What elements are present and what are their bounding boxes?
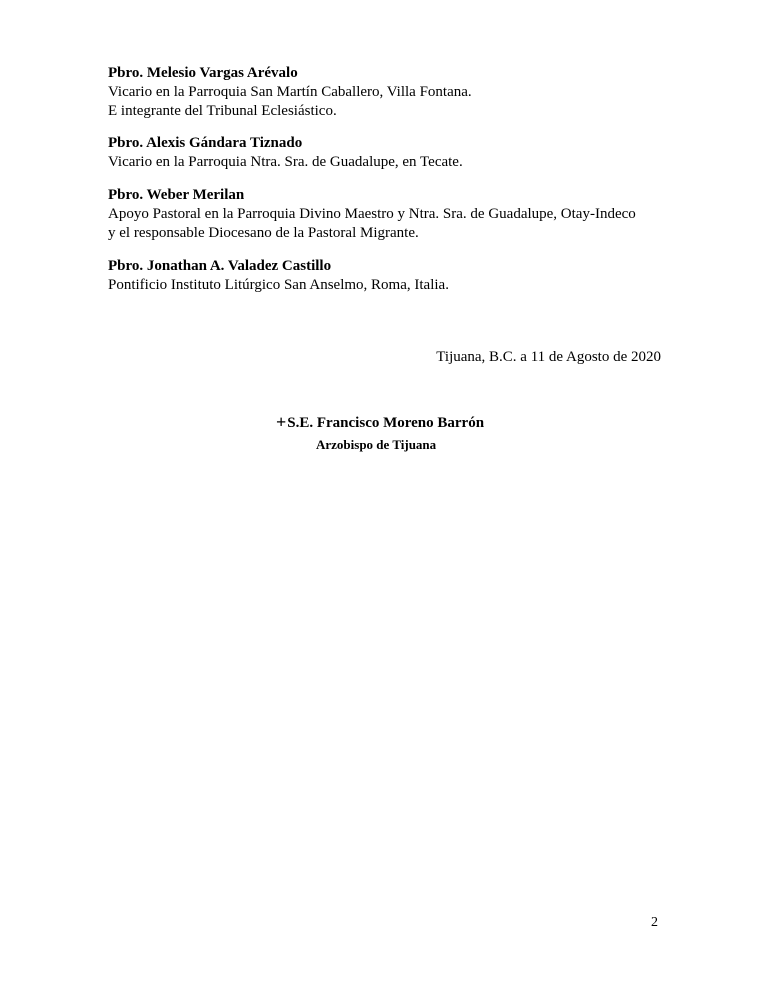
entry-line: Vicario en la Parroquia Ntra. Sra. de Guadalupe, en Tecate. [108,154,463,170]
entry-name: Pbro. Alexis Gándara Tiznado [108,135,303,151]
entry-name: Pbro. Melesio Vargas Arévalo [108,65,298,81]
entry-melesio-vargas [108,64,678,121]
cross-icon: + [276,412,287,432]
date-line: Tijuana, B.C. a 11 de Agosto de 2020 [436,349,661,365]
entry-weber-merilan [108,186,678,243]
page-number: 2 [651,915,658,930]
entry-jonathan-valadez [108,257,678,295]
entry-line: Pontificio Instituto Litúrgico San Anselmo, Roma, Italia. [108,277,449,293]
entry-line: y el responsable Diocesano de la Pastoral Migrante. [108,225,419,241]
signature-title: Arzobispo de Tijuana [316,437,437,452]
entry-name: Pbro. Jonathan A. Valadez Castillo [108,258,332,274]
entry-line: Apoyo Pastoral en la Parroquia Divino Maestro y Ntra. Sra. de Guadalupe, Otay-Indeco [108,206,636,222]
entry-line: Vicario en la Parroquia San Martín Caballero, Villa Fontana. [108,84,472,100]
signature-name-line [276,412,484,433]
entry-name: Pbro. Weber Merilan [108,187,245,203]
entry-alexis-gandara [108,134,678,172]
signature-name: S.E. Francisco Moreno Barrón [287,415,485,431]
entry-line: E integrante del Tribunal Eclesiástico. [108,103,337,119]
